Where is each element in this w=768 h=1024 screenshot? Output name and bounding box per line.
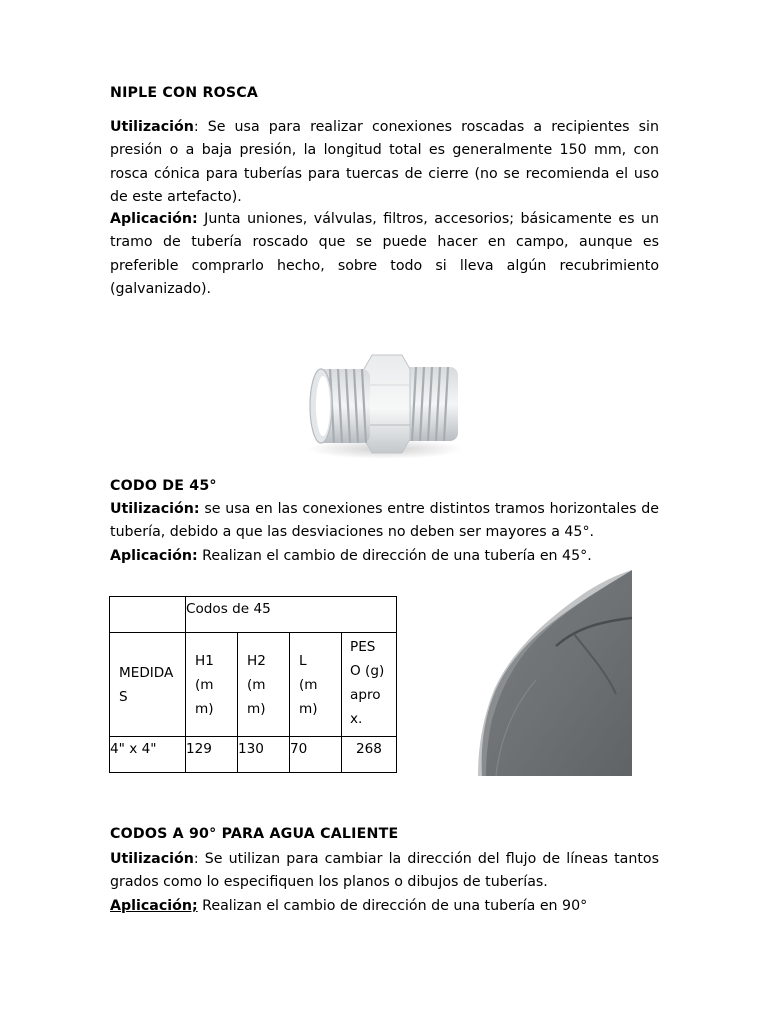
utilizacion-text: : Se usa para realizar conexiones roscadas a recipientes sin presión o a baja presión, la longitud total es generalmente 150 mm, con rosca cónica para tuberías para tuercas de cierre (no se recomienda el uso de este artefacto). (110, 119, 659, 205)
niple-image (300, 345, 470, 463)
column-header-peso (342, 633, 397, 737)
utilizacion-text: : Se utilizan para cambiar la dirección del flujo de líneas tantos grados como lo especifiquen los planos o dibujos de tuberías. (110, 851, 659, 891)
codos-45-table (109, 596, 397, 773)
row-header-line: S (119, 688, 128, 705)
header-line: x. (350, 711, 363, 727)
codo45-application (110, 545, 592, 568)
header-line: O (g) (350, 663, 385, 679)
aplicacion-label: Aplicación: (110, 548, 198, 564)
column-header-h1 (186, 633, 238, 737)
codos90-description (110, 848, 659, 895)
row-header-line: MEDIDA (119, 664, 174, 681)
header-line: (m (195, 676, 214, 693)
header-line: apro (350, 687, 381, 703)
section-title-codo-45: CODO DE 45° (110, 478, 217, 494)
niple-application (110, 208, 659, 301)
section-title-codos-90: CODOS A 90° PARA AGUA CALIENTE (110, 826, 399, 842)
header-line: H2 (247, 652, 266, 669)
aplicacion-text: Realizan el cambio de dirección de una tubería en 90° (197, 898, 588, 914)
header-line: H1 (195, 652, 214, 669)
table-group-header: Codos de 45 (186, 597, 397, 633)
cell-peso: 268 (342, 737, 397, 773)
aplicacion-label: Aplicación: (110, 211, 198, 227)
column-header-h2 (238, 633, 290, 737)
header-line: (m (299, 676, 318, 693)
header-line: (m (247, 676, 266, 693)
niple-description (110, 116, 659, 209)
table-row-header-medidas (110, 633, 186, 737)
header-line: m) (299, 700, 318, 717)
utilizacion-label: Utilización (110, 851, 194, 867)
aplicacion-text: Junta uniones, válvulas, filtros, accesorios; básicamente es un tramo de tubería roscado que se puede hacer en campo, aunque es preferible comprarlo hecho, sobre todo si lleva algún recubrimiento (galvanizado). (110, 211, 659, 297)
codos90-application (110, 895, 587, 918)
cell-h1: 129 (186, 737, 238, 773)
table-corner-cell (110, 597, 186, 633)
codo-45-image (456, 570, 632, 776)
codo45-description (110, 498, 659, 545)
header-line: m) (247, 700, 266, 717)
header-line: m) (195, 700, 214, 717)
cell-medida: 4" x 4" (110, 737, 186, 773)
cell-h2: 130 (238, 737, 290, 773)
column-header-l (290, 633, 342, 737)
header-line: PES (350, 639, 376, 655)
header-line: L (299, 652, 307, 669)
utilizacion-label: Utilización (110, 119, 194, 135)
section-title-niple: NIPLE CON ROSCA (110, 85, 259, 101)
aplicacion-label: Aplicación; (110, 898, 198, 914)
cell-l: 70 (290, 737, 342, 773)
aplicacion-text: Realizan el cambio de dirección de una tubería en 45°. (197, 548, 592, 564)
table-row (110, 737, 397, 773)
utilizacion-label: Utilización: (110, 501, 200, 517)
utilizacion-text: se usa en las conexiones entre distintos tramos horizontales de tubería, debido a que las desviaciones no deben ser mayores a 45°. (110, 501, 659, 541)
